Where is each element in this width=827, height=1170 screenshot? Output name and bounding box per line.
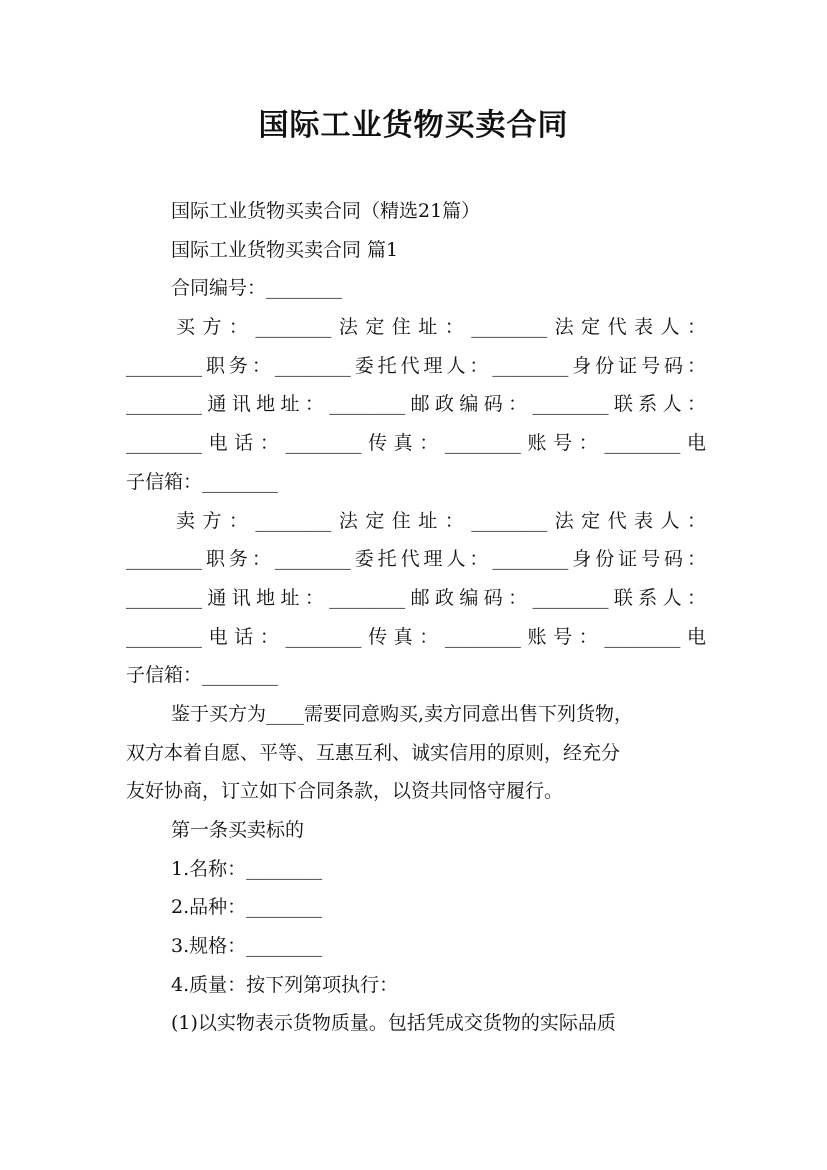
text-line: ________电话：________传真：________账号：________电: [126, 432, 706, 455]
text-line: 双方本着自愿、平等、互惠互利、诚实信用的原则，经充分: [126, 741, 621, 764]
text-line: 买方：________法定住址：________法定代表人：: [176, 316, 706, 339]
text-line: 国际工业货物买卖合同 篇1: [171, 238, 399, 261]
text-line: 卖方：________法定住址：________法定代表人：: [176, 509, 706, 532]
text-line: (1)以实物表示货物质量。包括凭成交货物的实际品质: [171, 1012, 616, 1035]
text-line: 国际工业货物买卖合同（精选21篇）: [171, 200, 481, 222]
text-line: 1.名称：________: [171, 857, 323, 880]
text-line: 合同编号：________: [171, 277, 343, 300]
text-line: 3.规格：________: [171, 935, 323, 958]
text-line: 子信箱：________: [126, 664, 279, 687]
text-line: ________通讯地址：________邮政编码：________联系人：: [126, 393, 706, 416]
document-title: 国际工业货物买卖合同: [258, 108, 569, 143]
text-line: 4.质量：按下列第项执行：: [171, 973, 399, 996]
text-line: 友好协商，订立如下合同条款，以资共同恪守履行。: [126, 780, 564, 803]
text-line: 子信箱：________: [126, 470, 279, 493]
text-line: 2.品种：________: [171, 896, 323, 919]
text-line: ________通讯地址：________邮政编码：________联系人：: [126, 586, 706, 609]
text-line: 第一条买卖标的: [171, 819, 305, 841]
text-line: 鉴于买方为____需要同意购买,卖方同意出售下列货物，: [171, 702, 634, 725]
text-line: ________职务：________委托代理人：________身份证号码：: [126, 354, 706, 377]
text-line: ________职务：________委托代理人：________身份证号码：: [126, 548, 706, 571]
text-line: ________电话：________传真：________账号：________电: [126, 625, 706, 648]
document-body: [126, 192, 706, 1043]
